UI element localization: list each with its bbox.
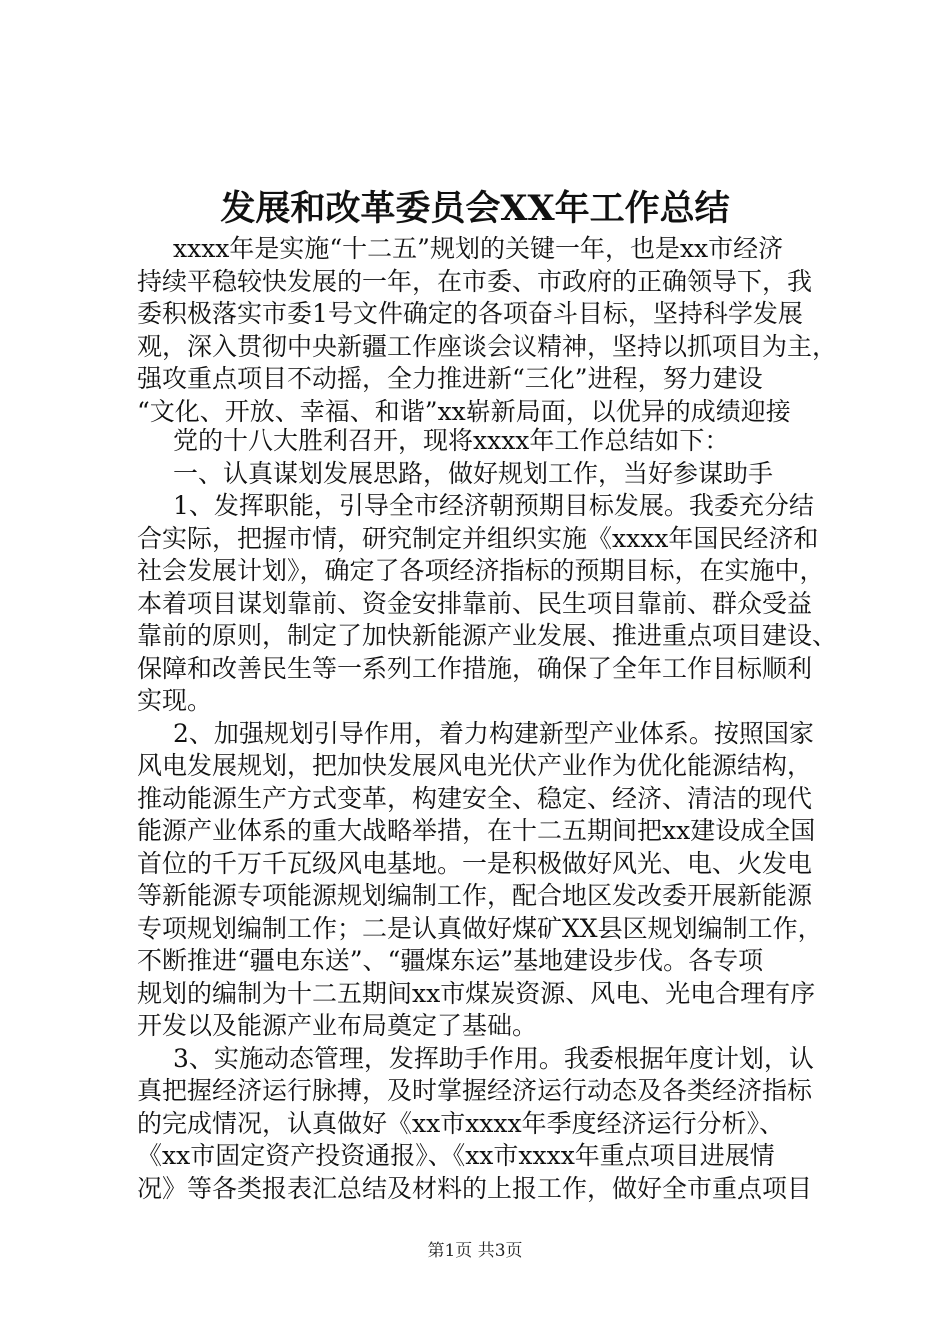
text-line: 等新能源专项能源规划编制工作，配合地区发改委开展新能源	[137, 881, 813, 910]
text-line: 开发以及能源产业布局奠定了基础。	[137, 1011, 538, 1040]
text-line: 专项规划编制工作；二是认真做好煤矿XX县区规划编制工作，	[137, 913, 823, 943]
text-line: 2、加强规划引导作用，着力构建新型产业体系。按照国家	[173, 718, 814, 748]
text-line: 本着项目谋划靠前、资金安排靠前、民生项目靠前、群众受益	[137, 588, 813, 618]
intro-paragraph	[137, 233, 843, 428]
text-line: 3、实施动态管理，发挥助手作用。我委根据年度计划，认	[173, 1043, 814, 1073]
section-heading: 一、认真谋划发展思路，做好规划工作，当好参谋助手	[173, 458, 774, 488]
main-body	[137, 425, 843, 1205]
text-line: 党的十八大胜利召开，现将xxxx年工作总结如下：	[173, 426, 730, 455]
text-line: 真把握经济运行脉搏，及时掌握经济运行动态及各类经济指标	[137, 1076, 813, 1105]
text-line: 风电发展规划，把加快发展风电光伏产业作为优化能源结构，	[137, 751, 813, 780]
page-footer: 第1页 共3页	[427, 1241, 523, 1261]
text-line: 靠前的原则，制定了加快新能源产业发展、推进重点项目建设、	[137, 621, 838, 650]
text-line: 推动能源生产方式变革，构建安全、稳定、经济、清洁的现代	[137, 783, 813, 813]
text-line: 的完成情况，认真做好《xx市xxxx年季度经济运行分析》、	[137, 1108, 785, 1138]
text-line: 保障和改善民生等一系列工作措施，确保了全年工作目标顺利	[137, 653, 813, 683]
text-line: 委积极落实市委1号文件确定的各项奋斗目标，坚持科学发展	[137, 299, 803, 328]
text-line: “文化、开放、幸福、和谐”xx崭新局面，以优异的成绩迎接	[137, 396, 791, 426]
text-line: 能源产业体系的重大战略举措，在十二五期间把xx建设成全国	[137, 816, 816, 845]
text-line: 持续平稳较快发展的一年，在市委、市政府的正确领导下，我	[137, 266, 813, 296]
document-title: 发展和改革委员会XX年工作总结	[220, 188, 730, 229]
text-line: 首位的千万千瓦级风电基地。一是积极做好风光、电、火发电	[137, 848, 813, 878]
text-line: 实现。	[137, 686, 213, 715]
text-line: 况》等各类报表汇总结及材料的上报工作，做好全市重点项目	[137, 1173, 813, 1203]
text-line: 1、发挥职能，引导全市经济朝预期目标发展。我委充分结	[173, 491, 814, 520]
text-line: 社会发展计划》，确定了各项经济指标的预期目标，在实施中，	[137, 556, 825, 585]
text-line: 合实际，把握市情，研究制定并组织实施《xxxx年国民经济和	[137, 523, 819, 553]
text-line: 规划的编制为十二五期间xx市煤炭资源、风电、光电合理有序	[137, 978, 816, 1008]
text-line: 不断推进“疆电东送”、“疆煤东运”基地建设步伐。各专项	[137, 946, 764, 975]
text-line: 强攻重点项目不动摇，全力推进新“三化”进程，努力建设	[137, 364, 763, 393]
text-line: 观，深入贯彻中央新疆工作座谈会议精神，坚持以抓项目为主，	[137, 331, 838, 361]
text-line: 《xx市固定资产投资通报》、《xx市xxxx年重点项目进展情	[137, 1141, 775, 1170]
text-line: xxxx年是实施“十二五”规划的关键一年，也是xx市经济	[173, 234, 784, 263]
